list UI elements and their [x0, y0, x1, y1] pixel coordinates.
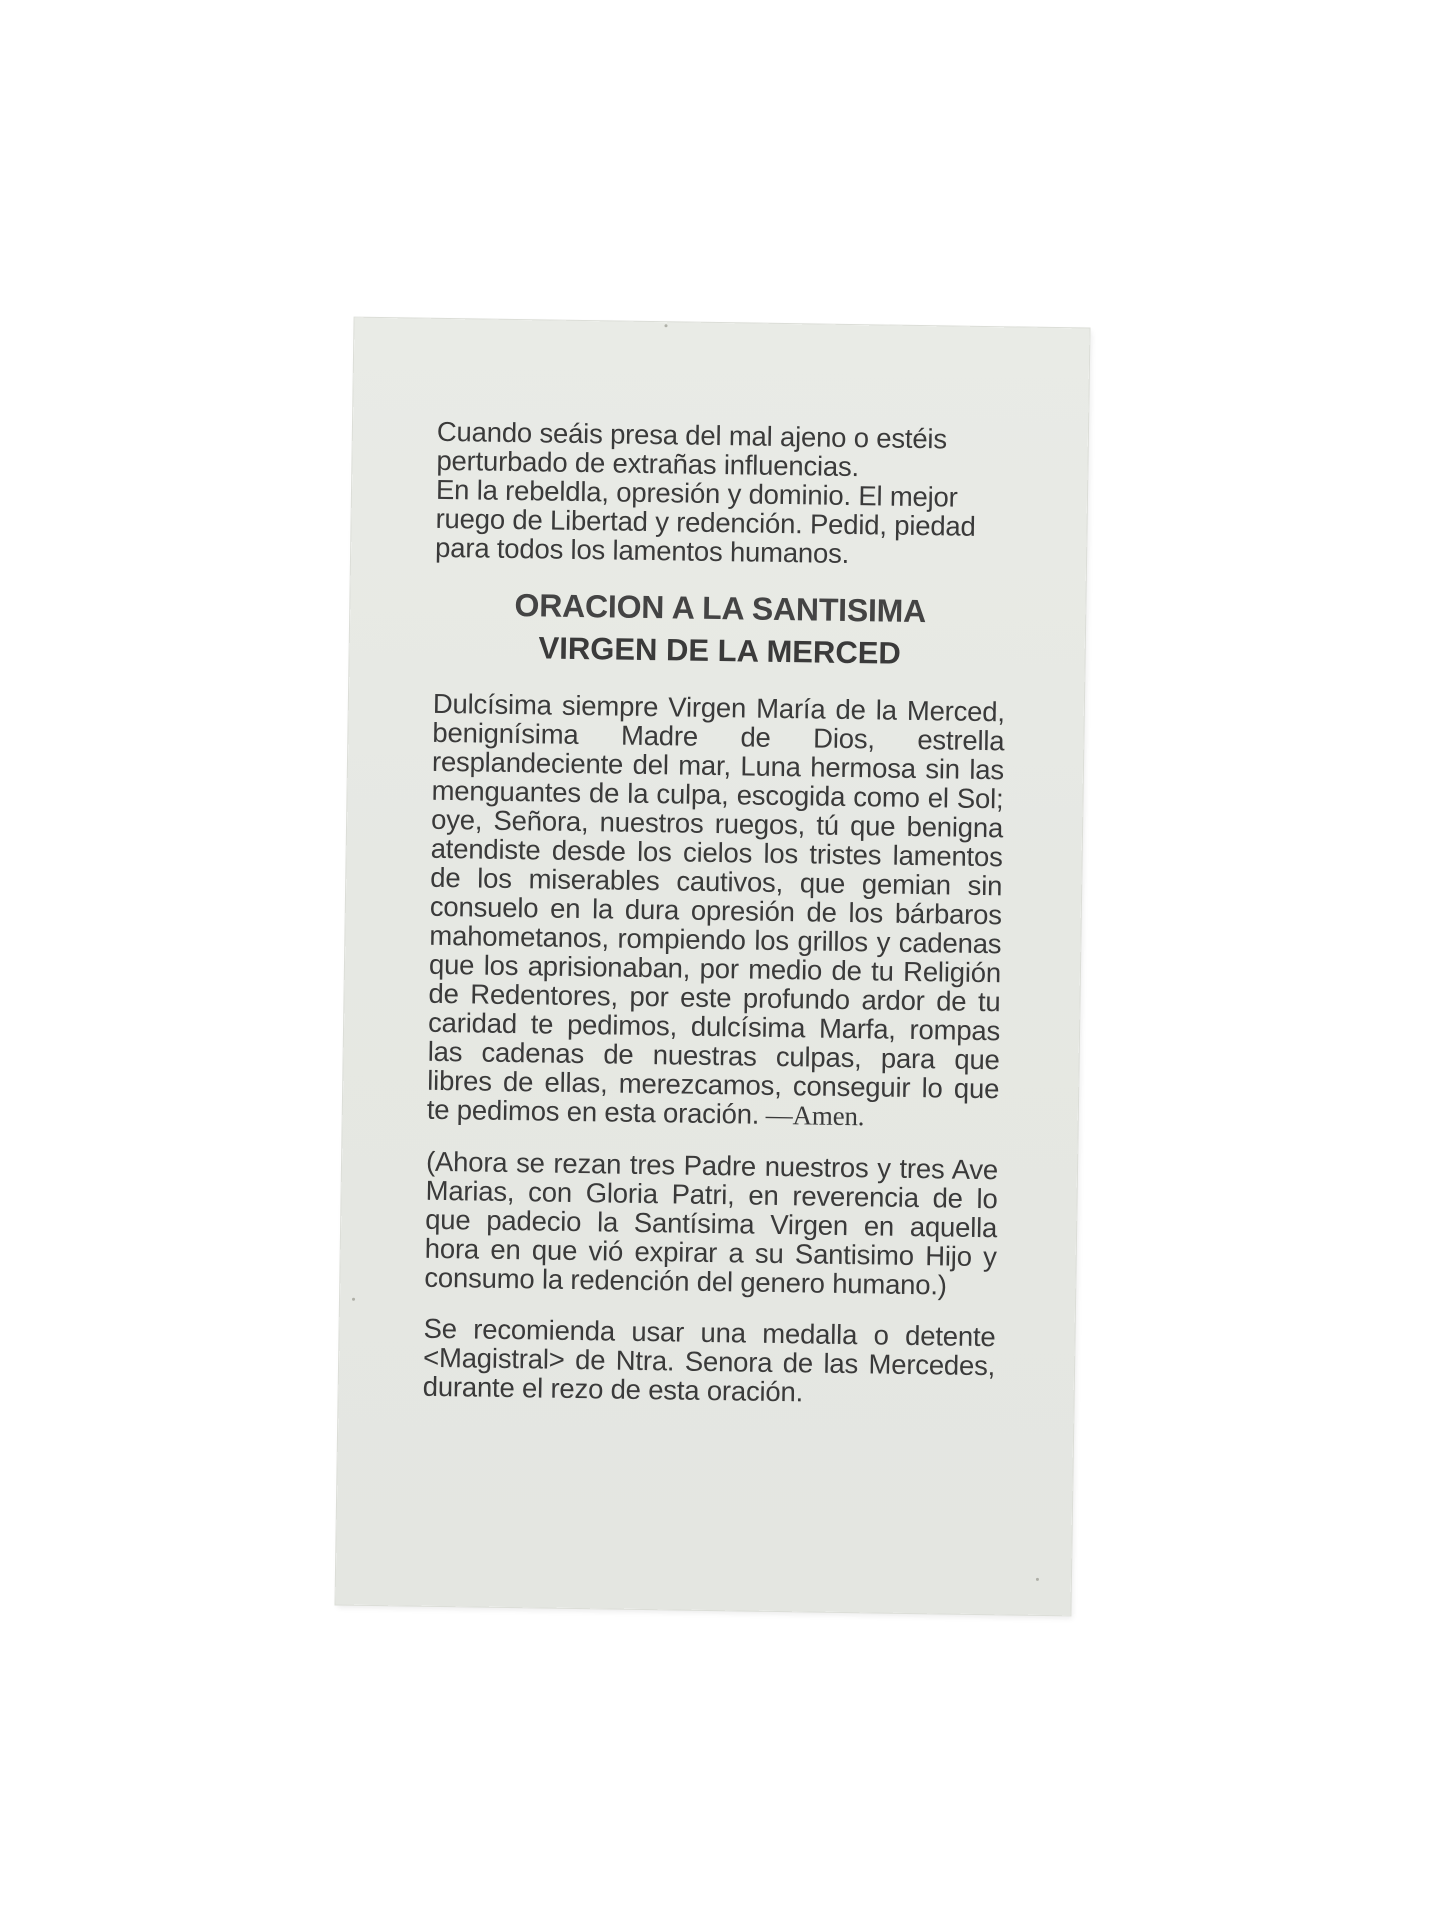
amen-text: —Amen. [759, 1099, 865, 1132]
rubric-paragraph: (Ahora se rezan tres Padre nuestros y tres Ave Marias, con Gloria Patri, en reverencia de lo que padecio la Santísima Virgen en aquella hora en que vió expirar a su Santisimo Hijo y consumo la redención del genero humano.) [424, 1145, 999, 1301]
intro-line: perturbado de extrañas influencias. [436, 444, 860, 483]
paper-speck [664, 324, 667, 327]
intro-line: para todos los lamentos humanos. [434, 531, 850, 569]
intro-paragraph [435, 417, 1009, 570]
intro-line: ruego de Libertad y redención. Pedid, piedad [435, 502, 976, 542]
prayer-title-line2: VIRGEN DE LA MERCED [538, 630, 902, 671]
card-content [423, 417, 1010, 1409]
prayer-title-line1: ORACION A LA SANTISIMA [514, 587, 927, 630]
recommendation-paragraph: Se recomienda usar una medalla o detente <Magistral> de Ntra. Senora de las Mercedes, durante el rezo de esta oración. [422, 1312, 996, 1408]
paper-speck [352, 1298, 355, 1301]
prayer-body [427, 689, 1005, 1133]
intro-line: Cuando seáis presa del mal ajeno o estéis [436, 415, 948, 455]
prayer-card [335, 318, 1089, 1616]
paper-speck [1036, 1578, 1039, 1581]
prayer-text: Dulcísima siempre Virgen María de la Merced, benignísima Madre de Dios, estrella resplandeciente del mar, Luna hermosa sin las menguantes de la culpa, escogida como el Sol; oye, Señora, nuestros ruegos, tú que benigna atendiste desde los cielos los tristes lamentos de los miserables cautivos, que gemian sin consuelo en la dura opresión de los bárbaros mahometanos, rompiendo los grillos y cadenas que los aprisionaban, por medio de tu Religión de Redentores, por este profundo ardor de tu caridad te pedimos, dulcísima Marfa, rompas las cadenas de nuestras culpas, para que libres de ellas, merezcamos, conseguir lo que te pedimos en esta oración. [426, 687, 1006, 1130]
intro-line: En la rebeldla, opresión y dominio. El mejor [435, 473, 958, 513]
